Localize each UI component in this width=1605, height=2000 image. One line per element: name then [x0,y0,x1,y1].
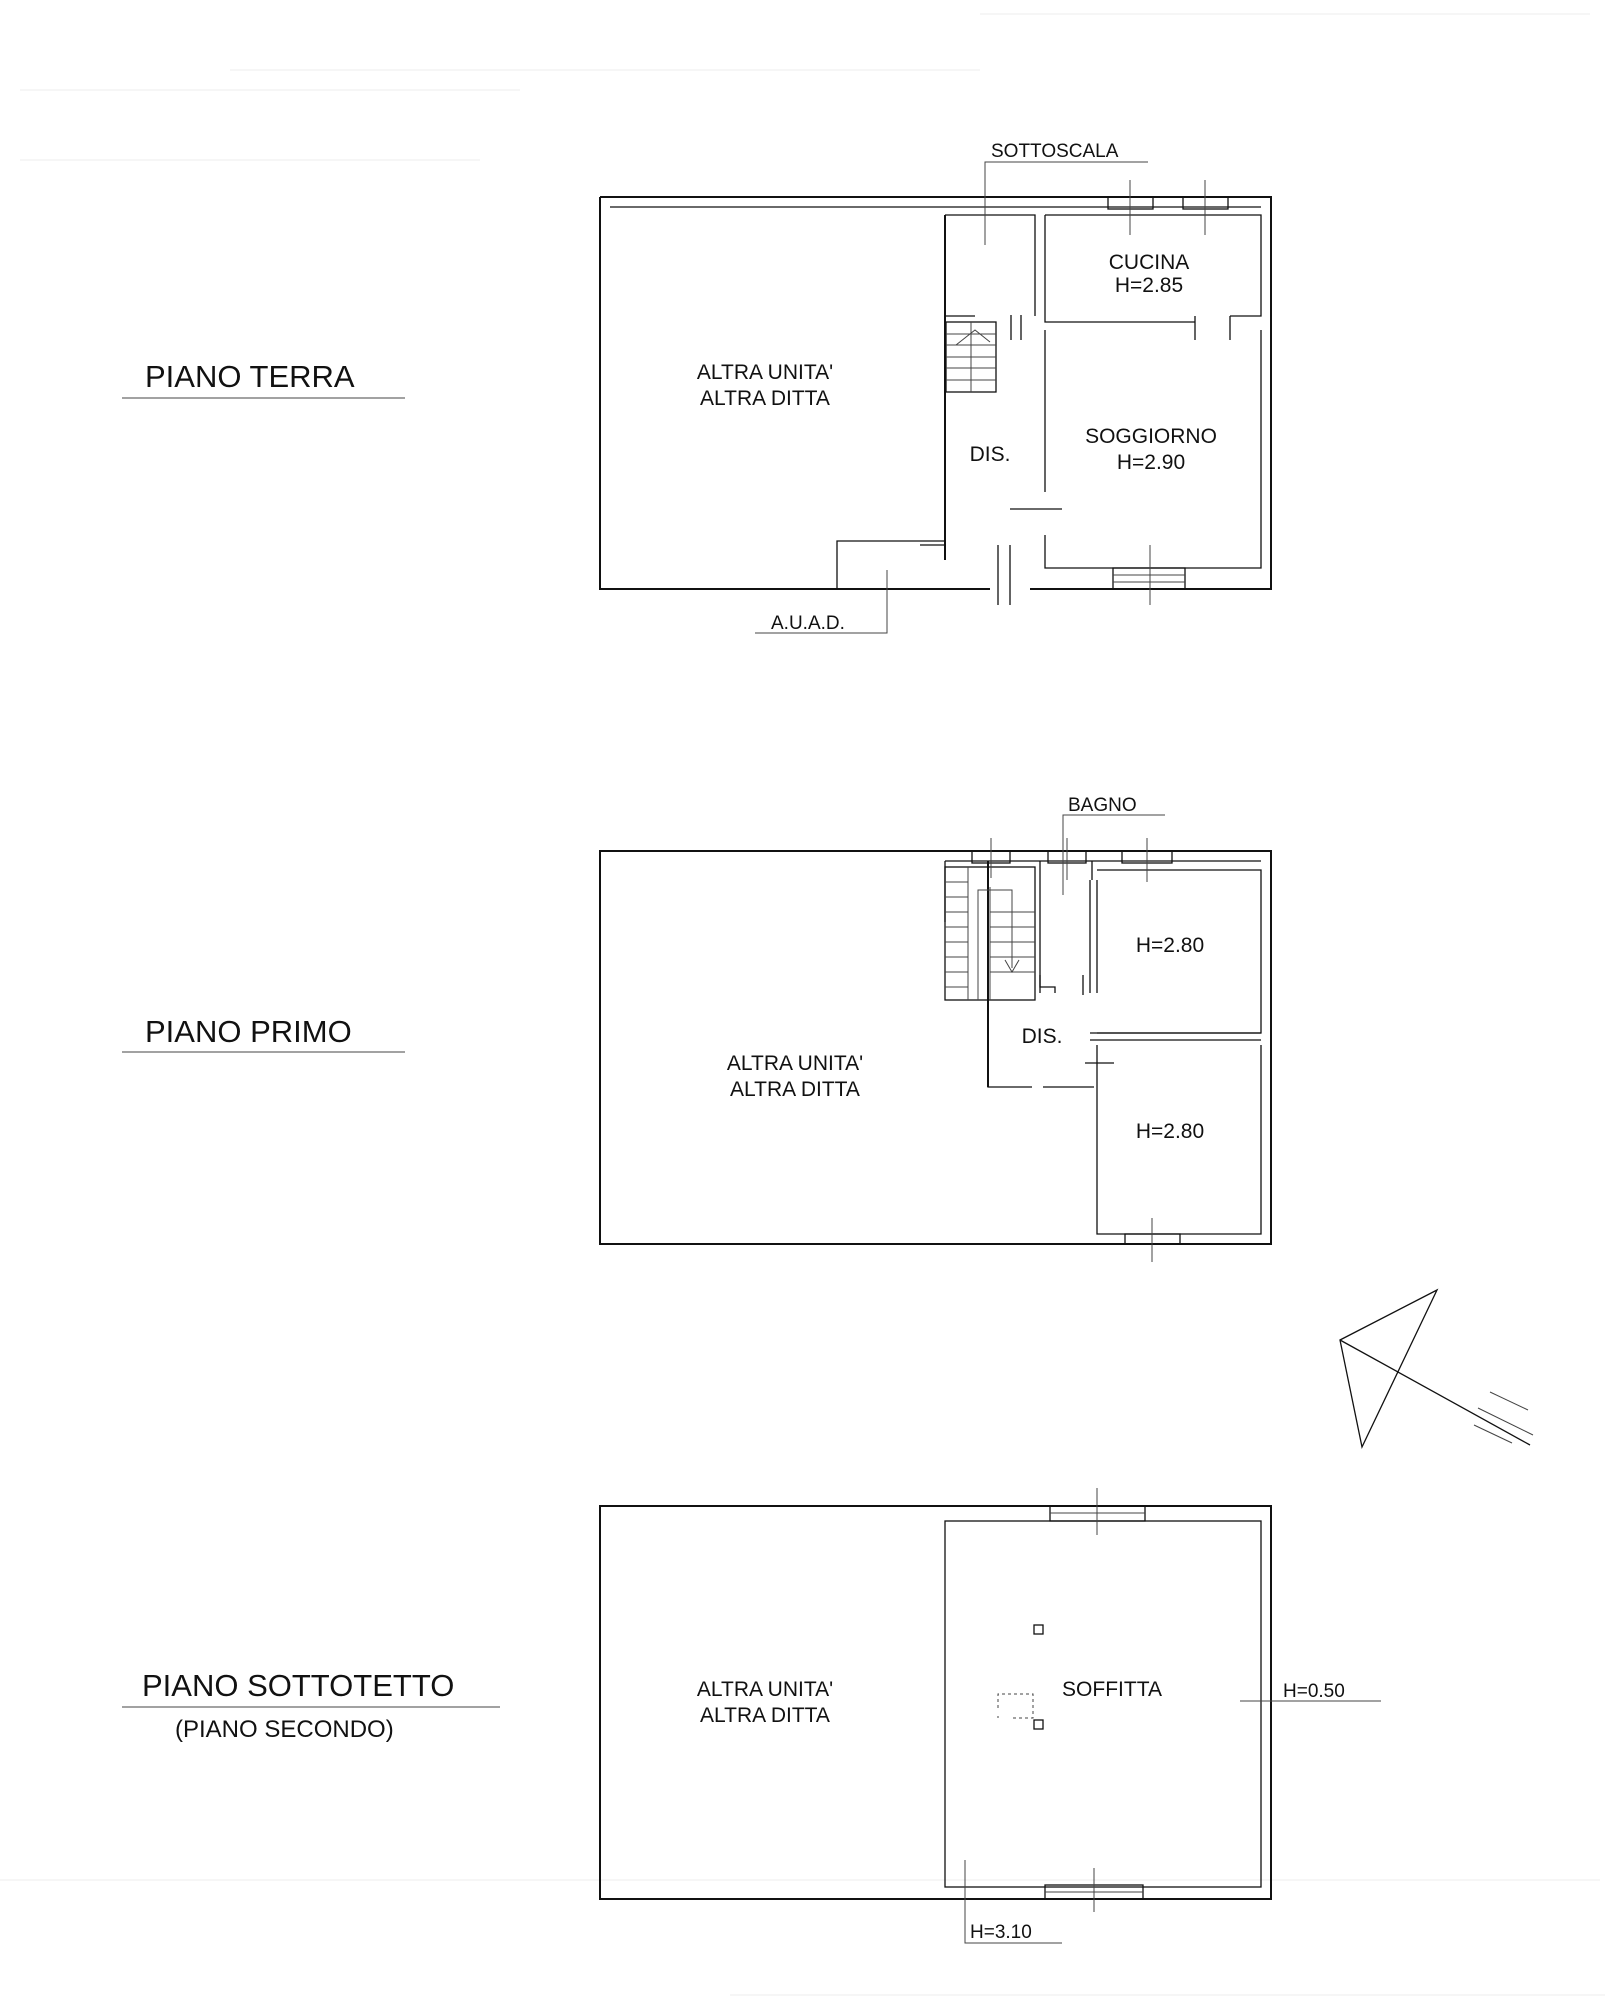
bagno-callout [1063,795,1165,895]
cucina-label: CUCINA [1108,251,1190,274]
attic-title: PIANO SOTTOTETTO [142,1668,455,1703]
first-dis-label: DIS. [1021,1025,1063,1048]
sottoscala-callout [985,141,1148,245]
attic-fixtures [998,1625,1043,1729]
north-arrow-icon [1340,1290,1533,1447]
ground-stairs [946,322,996,392]
attic-outer-wall [600,1506,1271,1899]
auad-callout [755,570,887,634]
first-windows [972,838,1180,1262]
attic-floor-plan [122,1488,1381,1943]
soffitta-label: SOFFITTA [1062,1678,1162,1701]
attic-low-height: H=0.50 [1283,1681,1345,1702]
ground-other-unit-line1: ALTRA UNITA' [696,361,834,384]
first-outer-wall [600,851,1271,1244]
cucina-height: H=2.85 [1114,274,1184,297]
ground-floor-title: PIANO TERRA [145,359,355,394]
first-stairs [945,867,1035,1000]
first-floor-plan [122,795,1271,1262]
ground-windows [1108,180,1228,605]
attic-high-height-callout [965,1860,1062,1943]
soggiorno-label: SOGGIORNO [1085,425,1217,448]
auad-label: A.U.A.D. [771,613,845,634]
sottoscala-label: SOTTOSCALA [991,141,1119,162]
first-upper-room-height: H=2.80 [1135,934,1205,957]
first-lower-room-height: H=2.80 [1135,1120,1205,1143]
attic-high-height: H=3.10 [970,1922,1032,1943]
ground-dis-label: DIS. [969,443,1011,466]
soggiorno-height: H=2.90 [1116,451,1186,474]
first-other-unit-line1: ALTRA UNITA' [726,1052,864,1075]
first-floor-title: PIANO PRIMO [145,1014,352,1049]
soffitta-room [945,1521,1261,1887]
bagno-label: BAGNO [1068,795,1137,816]
attic-subtitle: (PIANO SECONDO) [175,1716,394,1743]
ground-other-unit-line2: ALTRA DITTA [700,387,830,410]
attic-other-unit-line2: ALTRA DITTA [700,1704,830,1727]
attic-other-unit-line1: ALTRA UNITA' [696,1678,834,1701]
first-other-unit-line2: ALTRA DITTA [730,1078,860,1101]
ground-floor-plan [122,141,1271,634]
